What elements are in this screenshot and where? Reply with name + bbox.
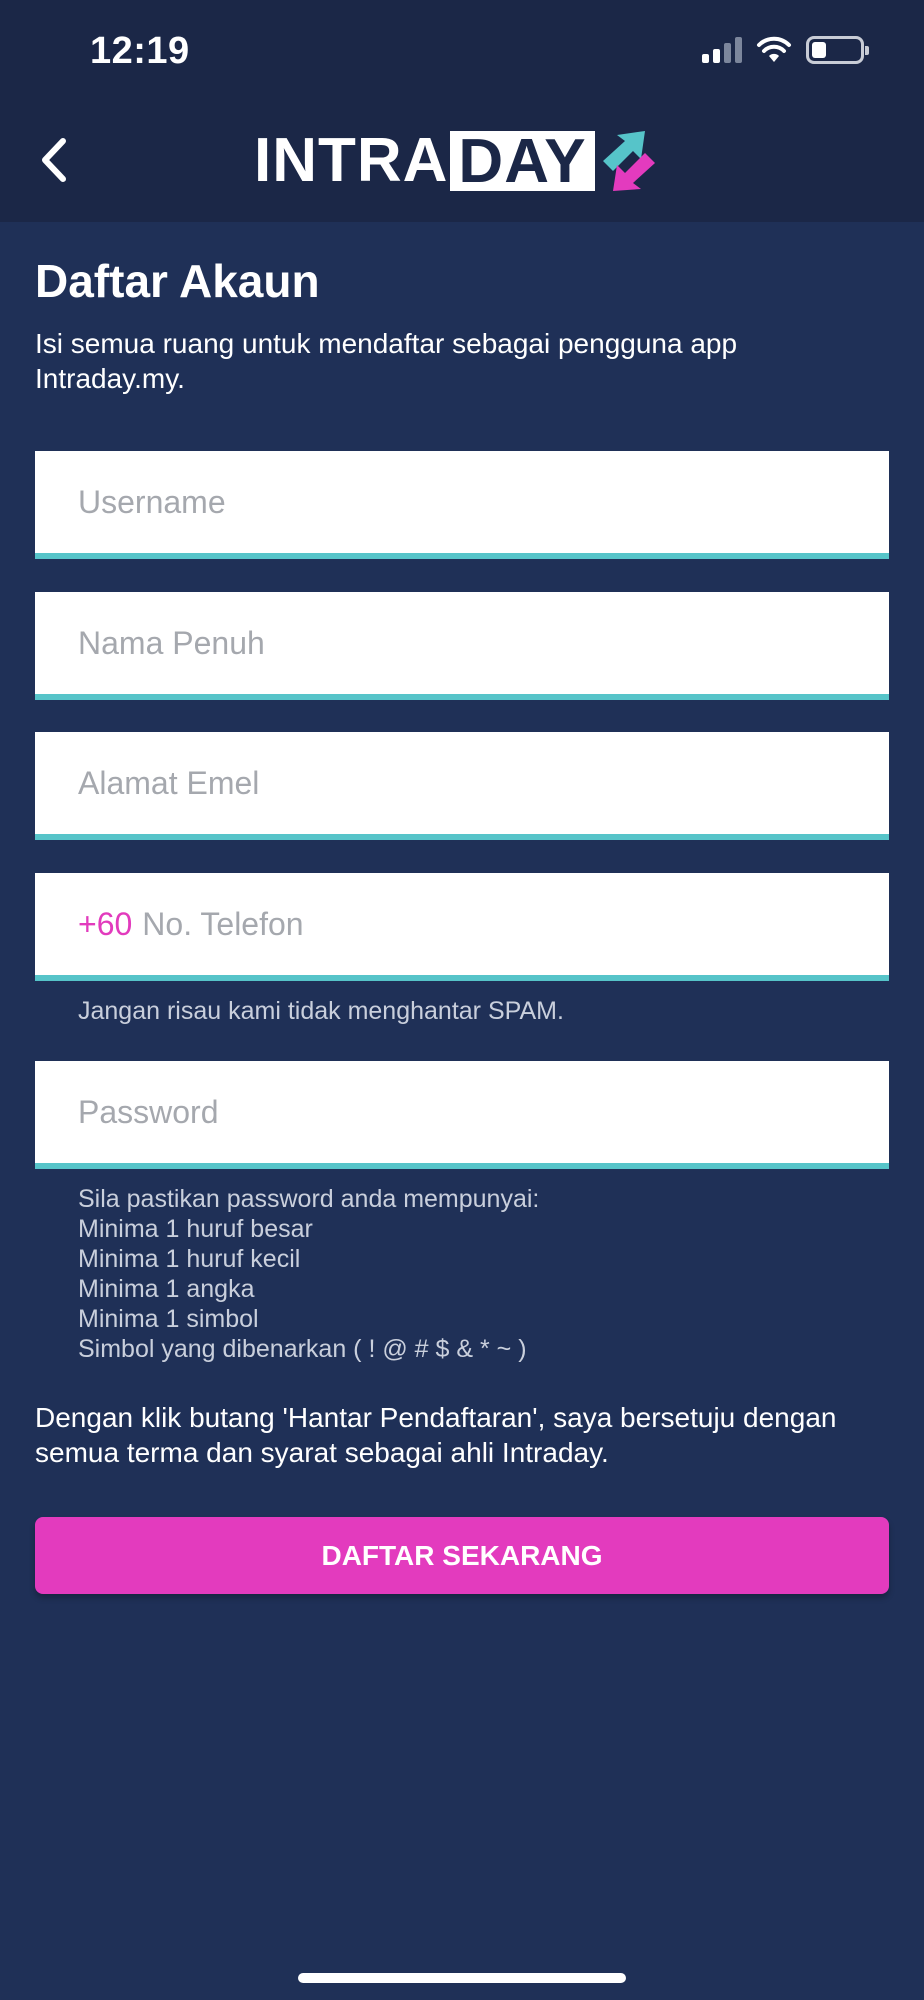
phone-placeholder: No. Telefon (142, 905, 304, 942)
password-rule: Minima 1 huruf besar (78, 1215, 313, 1243)
battery-icon (806, 36, 864, 64)
phone-hint: Jangan risau kami tidak menghantar SPAM. (78, 997, 564, 1025)
page-title: Daftar Akaun (35, 255, 320, 307)
page-subtitle: Isi semua ruang untuk mendaftar sebagai pengguna app Intraday.my. (35, 328, 738, 394)
app-header (0, 0, 924, 222)
password-rule: Simbol yang dibenarkan ( ! @ # $ & * ~ ) (78, 1335, 527, 1363)
status-icons (702, 36, 864, 64)
logo-text-day: DAY (450, 131, 594, 191)
status-time: 12:19 (90, 30, 190, 72)
password-rule: Sila pastikan password anda mempunyai: (78, 1185, 540, 1213)
phone-input[interactable] (35, 873, 889, 981)
email-placeholder: Alamat Emel (78, 764, 260, 801)
terms-text: Dengan klik butang 'Hantar Pendaftaran', saya bersetuju dengan semua terma dan syarat sebagai ahli Intraday. (35, 1402, 837, 1468)
password-rule: Minima 1 angka (78, 1275, 255, 1303)
wifi-icon (756, 36, 792, 64)
password-rules (78, 1184, 539, 1364)
back-chevron-icon (39, 137, 67, 183)
phone-country-code: +60 (78, 905, 133, 942)
logo-arrows-icon (599, 129, 659, 193)
register-button[interactable] (35, 1517, 889, 1594)
fullname-input[interactable] (35, 592, 889, 700)
intraday-logo (254, 128, 659, 194)
password-placeholder: Password (78, 1093, 219, 1130)
back-button[interactable] (28, 130, 78, 190)
password-rule: Minima 1 simbol (78, 1305, 259, 1333)
email-input[interactable] (35, 732, 889, 840)
logo-text-intra: INTRA (254, 126, 449, 195)
password-rule: Minima 1 huruf kecil (78, 1245, 301, 1273)
username-input[interactable] (35, 451, 889, 559)
password-input[interactable] (35, 1061, 889, 1169)
home-indicator (298, 1973, 626, 1983)
signal-icon (702, 37, 742, 63)
register-button-label: DAFTAR SEKARANG (321, 1539, 603, 1571)
username-placeholder: Username (78, 483, 226, 520)
fullname-placeholder: Nama Penuh (78, 624, 265, 661)
